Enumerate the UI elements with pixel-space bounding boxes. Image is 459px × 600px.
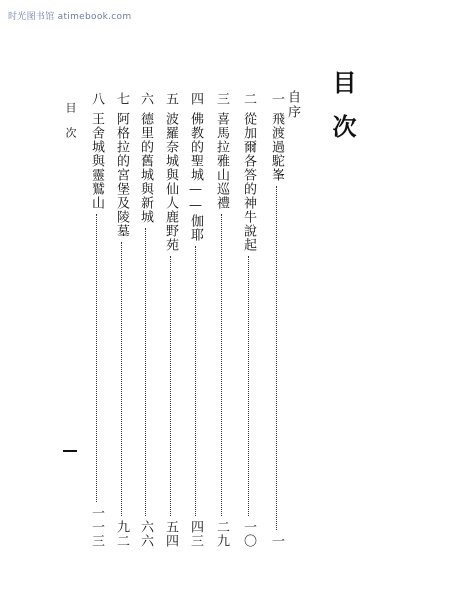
toc-entry[interactable] bbox=[270, 92, 284, 548]
toc-entry-page: 五四 bbox=[163, 520, 178, 548]
toc-entry-page: 六六 bbox=[138, 520, 153, 548]
toc-entry-page: 四三 bbox=[188, 520, 203, 548]
toc-entry-title: 王舍城與靈鷲山 bbox=[89, 112, 104, 210]
toc-entry-title: 喜馬拉雅山巡禮 bbox=[214, 112, 229, 210]
toc-entry-number: 一 bbox=[269, 92, 284, 105]
watermark: 时光图书馆 atimebook.com bbox=[8, 12, 132, 22]
toc-leader-dots bbox=[145, 228, 146, 516]
toc-leader-dots bbox=[96, 214, 97, 502]
toc-entry[interactable] bbox=[139, 92, 153, 548]
toc-entry-page: 一一三 bbox=[89, 506, 104, 548]
toc-leader-dots bbox=[170, 256, 171, 516]
page-title: 目次 bbox=[328, 70, 357, 158]
toc-entry-number: 三 bbox=[214, 92, 229, 105]
toc-entry[interactable] bbox=[215, 92, 229, 548]
toc-entry[interactable] bbox=[189, 92, 203, 548]
toc-entry-page: 一 bbox=[269, 534, 284, 548]
toc-entry-page: 一〇 bbox=[241, 520, 256, 548]
toc-entry-page: 九二 bbox=[114, 520, 129, 548]
toc-leader-dots bbox=[221, 214, 222, 516]
toc-entry[interactable] bbox=[242, 92, 256, 548]
toc-entry[interactable] bbox=[90, 92, 104, 548]
toc-entry-number: 七 bbox=[114, 92, 129, 105]
toc-entry-title: 阿格拉的宮堡及陵墓 bbox=[114, 112, 129, 238]
toc-entry-number: 四 bbox=[188, 92, 203, 105]
toc-leader-dots bbox=[121, 242, 122, 516]
toc-leader-dots bbox=[195, 246, 196, 516]
toc-entry-number: 五 bbox=[163, 92, 178, 105]
toc-entry-number: 二 bbox=[241, 92, 256, 105]
toc-entry-title: 從加爾各答的神牛說起 bbox=[241, 112, 256, 252]
toc-leader-dots bbox=[276, 186, 277, 530]
toc-entry-title: 波羅奈城與仙人鹿野苑 bbox=[163, 112, 178, 252]
toc-entry-page: 二九 bbox=[214, 520, 229, 548]
toc-entry-number: 八 bbox=[89, 92, 104, 105]
toc-entry[interactable] bbox=[115, 92, 129, 548]
preface-heading: 自序 bbox=[285, 90, 300, 120]
toc-entry-title: 德里的舊城與新城 bbox=[138, 112, 153, 224]
toc-entry-title: 飛渡過駝峯 bbox=[269, 112, 284, 182]
running-footer-page bbox=[63, 450, 77, 452]
toc-entry-number: 六 bbox=[138, 92, 153, 105]
toc-leader-dots bbox=[248, 256, 249, 516]
toc-entry[interactable] bbox=[164, 92, 178, 548]
toc-entry-title: 佛教的聖城——伽耶 bbox=[188, 112, 203, 242]
running-footer-label: 目次 bbox=[64, 102, 77, 152]
